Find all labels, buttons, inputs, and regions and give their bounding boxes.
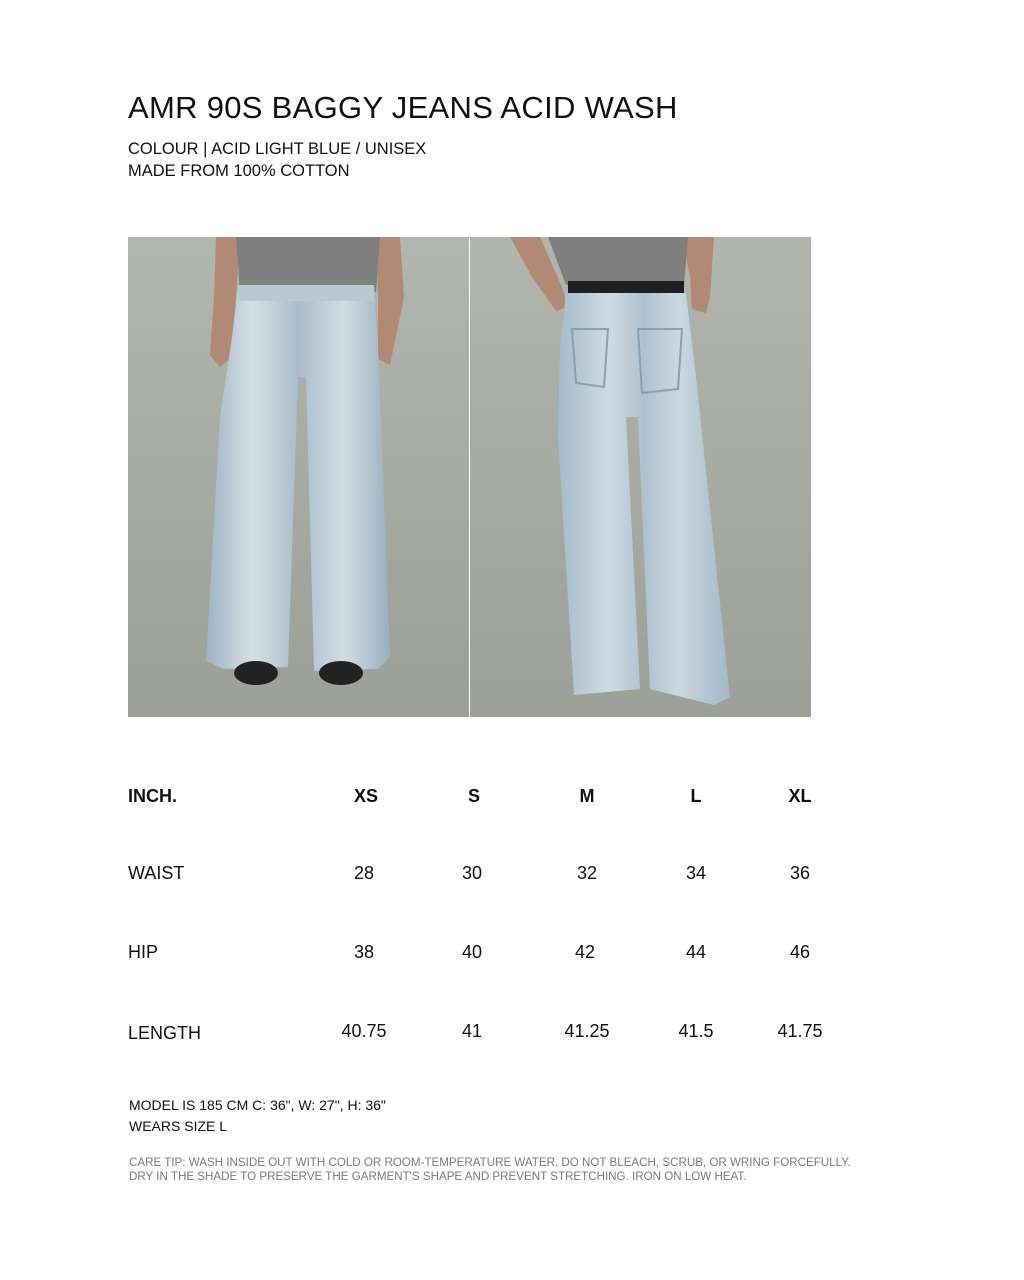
size-header-m: M (579, 786, 595, 806)
table-cell: 36 (789, 863, 811, 883)
table-cell: 40.75 (341, 1021, 387, 1041)
table-cell: 34 (685, 863, 707, 883)
product-title: AMR 90S BAGGY JEANS ACID WASH (128, 90, 678, 125)
table-cell: 42 (574, 942, 596, 962)
row-label-hip: HIP (128, 942, 159, 962)
table-cell: 28 (353, 863, 375, 883)
care-tip-line-1: CARE TIP: WASH INSIDE OUT WITH COLD OR ROOM-TEMPERATURE WATER. DO NOT BLEACH, SCRUB, OR WRING FORCEFULLY. (129, 1156, 851, 1169)
row-label-waist: WAIST (128, 863, 185, 883)
table-cell: 41.75 (777, 1021, 823, 1041)
care-tip-line-2: DRY IN THE SHADE TO PRESERVE THE GARMENT'S SHAPE AND PREVENT STRETCHING. IRON ON LOW HEAT. (129, 1170, 747, 1183)
size-header-s: S (467, 786, 481, 806)
table-cell: 38 (353, 942, 375, 962)
table-cell: 41 (461, 1021, 483, 1041)
table-cell: 41.5 (678, 1021, 714, 1041)
material-line: MADE FROM 100% COTTON (128, 162, 350, 180)
size-header-xs: XS (353, 786, 379, 806)
table-cell: 41.25 (564, 1021, 610, 1041)
table-cell: 46 (789, 942, 811, 962)
colour-line: COLOUR | ACID LIGHT BLUE / UNISEX (128, 140, 427, 158)
back-view-photo (470, 237, 811, 717)
table-cell: 32 (576, 863, 598, 883)
model-measurements: MODEL IS 185 CM C: 36", W: 27", H: 36" (129, 1097, 386, 1113)
table-cell: 40 (461, 942, 483, 962)
table-cell: 30 (461, 863, 483, 883)
unit-label: INCH. (128, 786, 177, 806)
size-header-xl: XL (788, 786, 812, 806)
row-label-length: LENGTH (128, 1023, 202, 1043)
front-view-photo (128, 237, 469, 717)
size-header-l: L (690, 786, 702, 806)
table-cell: 44 (685, 942, 707, 962)
model-size-worn: WEARS SIZE L (129, 1118, 228, 1134)
